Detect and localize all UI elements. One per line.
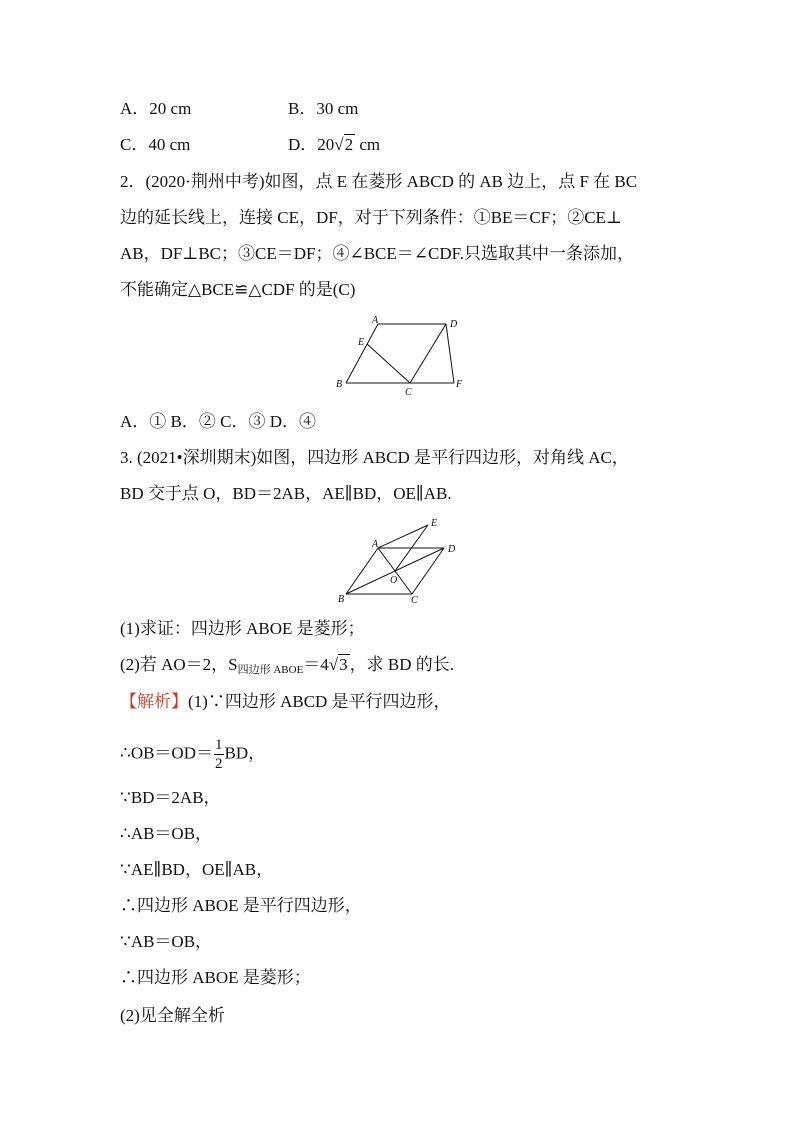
label-a: A [372,315,379,326]
q2-line-2: 边的延长线上，连接 CE，DF，对于下列条件：①BE＝CF；②CE⊥ [120,208,622,227]
solution-line-1: 【解析】(1)∵四边形 ABCD 是平行四边形， [120,692,451,711]
solution-line-8: ∴四边形 ABOE 是菱形； [120,968,311,987]
q2-line-1: 2．(2020·荆州中考)如图，点 E 在菱形 ABCD 的 AB 边上，点 F 在 BC [120,172,638,191]
fraction-half: $\frac{1}{2}$ [215,737,223,772]
label-f: F [456,379,463,390]
edge-ab [346,324,378,383]
solution-line-6: ∴四边形 ABOE 是平行四边形， [120,896,362,915]
q2-rhombus-figure [330,312,475,398]
edge-ec [367,344,410,383]
label-d: D [450,319,458,330]
edge-dc [412,548,444,594]
edge-ab [346,548,378,594]
edge-ae [378,525,428,548]
sqrt-sign: √3 [328,655,348,674]
q3-line-2: BD 交于点 O，BD＝2AB，AE∥BD，OE∥AB. [120,484,452,503]
label-b: B [338,594,345,605]
label-e: E [358,337,365,348]
label-b: B [336,379,343,390]
solution-line-9: (2)见全解全析 [120,1006,225,1025]
q3-line-1: 3. (2021•深圳期末)如图，四边形 ABCD 是平行四边形，对角线 AC， [120,448,629,467]
q1-option-d: D．20√2 cm [288,133,380,157]
solution-line-7: ∵AB＝OB， [120,932,213,951]
q1-option-c: C．40 cm [120,135,191,154]
q2-options: A．① B．② C．③ D．④ [120,412,316,431]
q3-parallelogram-figure [330,512,465,606]
q3-part-2: (2)若 AO＝2，S四边形 ABOE＝4√3 ，求 BD 的长. [120,655,455,676]
label-c: C [405,387,412,398]
label-o: O [390,575,398,586]
solution-line-2: ∴OB＝OD＝ $\frac{1}{2}$ BD， [120,737,266,772]
q1-option-a: A．20 cm [120,99,192,118]
solution-line-4: ∴AB＝OB， [120,824,213,843]
q2-line-3: AB，DF⊥BC；③CE＝DF；④∠BCE＝∠CDF.只选取其中一条添加， [120,244,634,263]
label-e: E [431,518,438,529]
sqrt-sign: √2 [334,135,354,154]
q3-part-1: (1)求证：四边形 ABOE 是菱形； [120,619,365,638]
label-d: D [448,544,456,555]
q2-line-4: 不能确定△BCE≌△CDF 的是(C) [120,280,356,299]
label-c: C [411,595,418,606]
label-a: A [372,539,379,550]
edge-df [446,324,454,383]
solution-tag: 【解析】 [120,692,188,711]
edge-dc [410,324,446,383]
q1-option-b: B．30 cm [288,99,359,118]
solution-line-3: ∵BD＝2AB， [120,788,221,807]
solution-line-5: ∵AE∥BD，OE∥AB， [120,860,274,879]
